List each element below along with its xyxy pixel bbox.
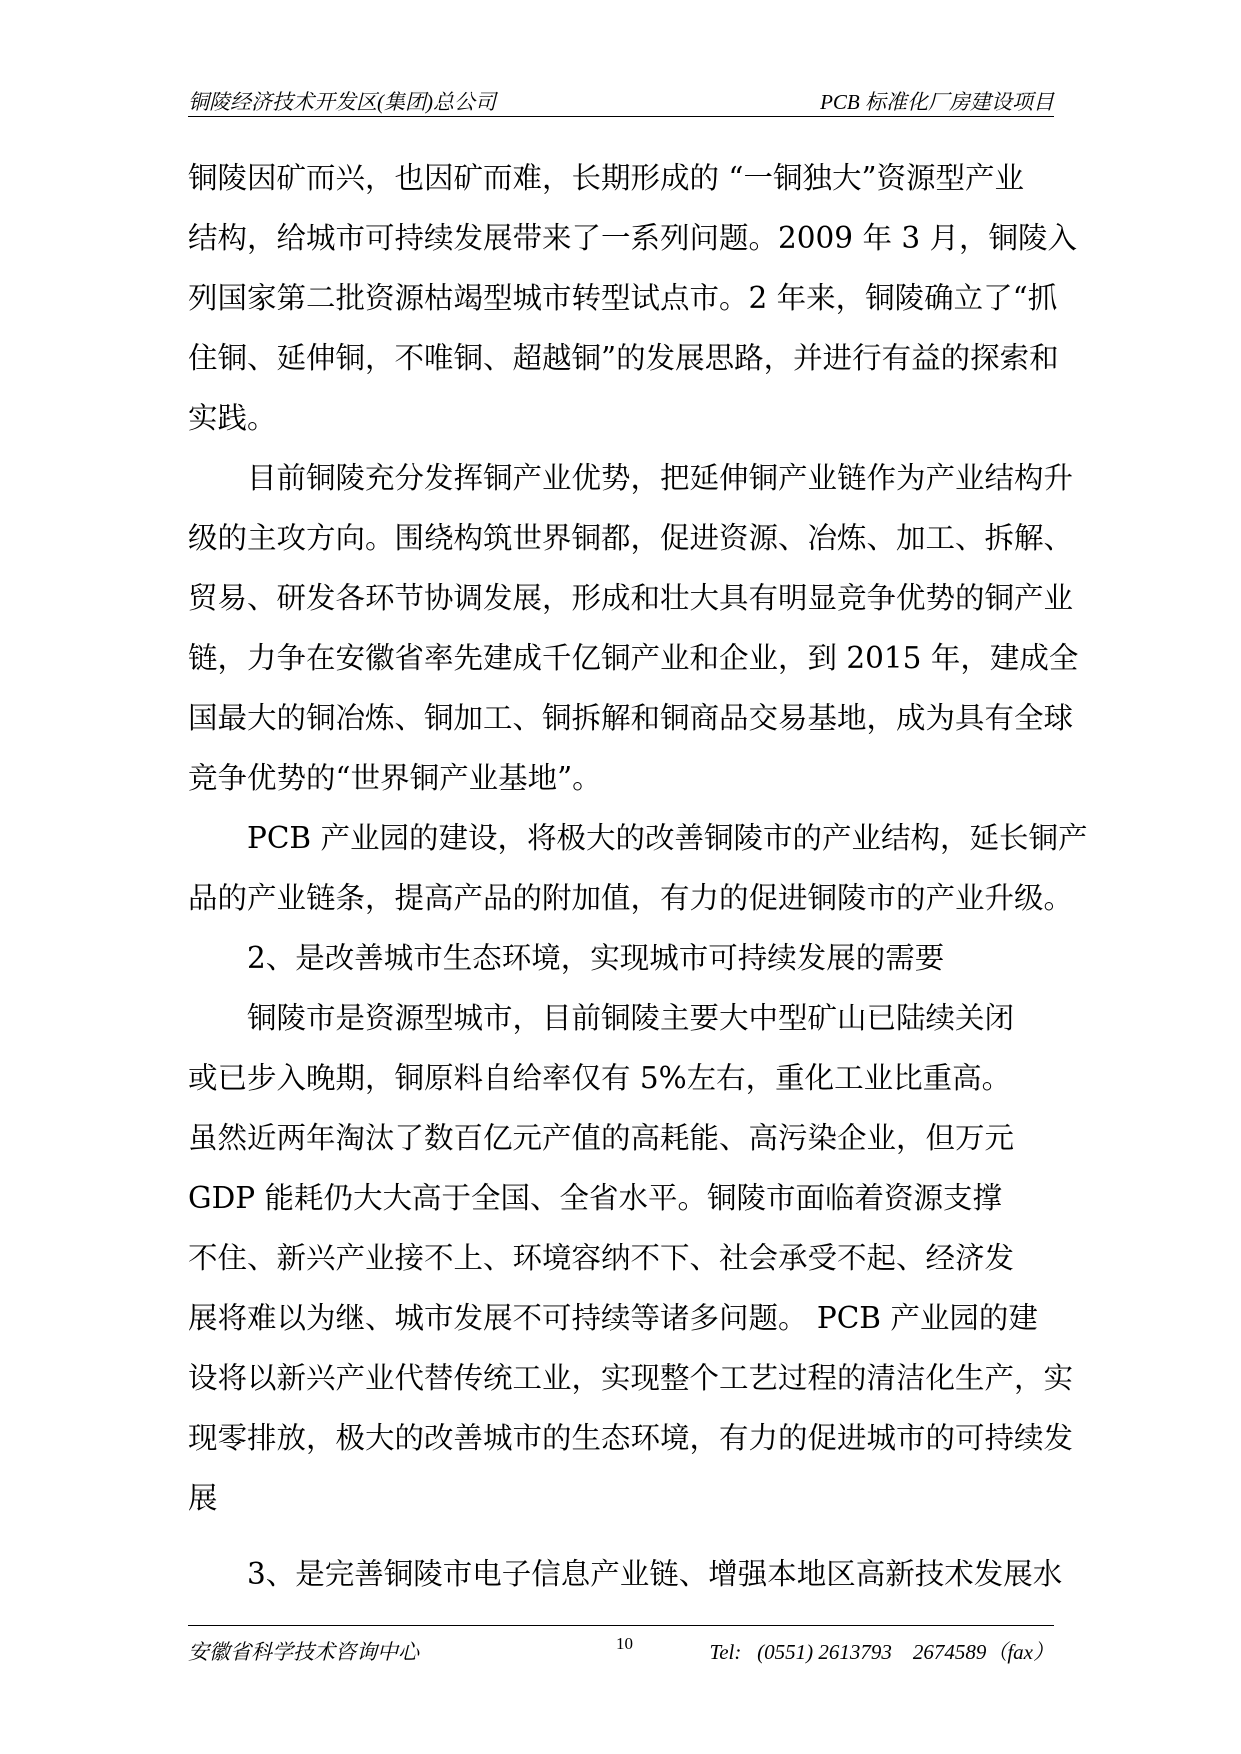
body-line: 设将以新兴产业代替传统工业，实现整个工艺过程的清洁化生产，实: [188, 1361, 1074, 1395]
footer-contact: Tel: (0551) 2613793 2674589（fax）: [709, 1640, 1054, 1664]
section-heading: 3、是完善铜陵市电子信息产业链、增强本地区高新技术发展水: [188, 1557, 1063, 1591]
body-line: 铜陵因矿而兴，也因矿而难，长期形成的 “一铜独大”资源型产业: [188, 161, 1025, 195]
body-line: 不住、新兴产业接不上、环境容纳不下、社会承受不起、经济发: [188, 1241, 1015, 1275]
body-line: 列国家第二批资源枯竭型城市转型试点市。2 年来，铜陵确立了“抓: [188, 281, 1058, 315]
body-line: 品的产业链条，提高产品的附加值，有力的促进铜陵市的产业升级。: [188, 881, 1074, 915]
body-line: 或已步入晚期，铜原料自给率仅有 5%左右，重化工业比重高。: [188, 1061, 1012, 1095]
body-line: 实践。: [188, 401, 277, 435]
body-line: 目前铜陵充分发挥铜产业优势，把延伸铜产业链作为产业结构升: [188, 461, 1074, 495]
header-project-title: PCB 标准化厂房建设项目: [820, 90, 1054, 114]
body-line: 贸易、研发各环节协调发展，形成和壮大具有明显竞争优势的铜产业: [188, 581, 1074, 615]
body-line: 住铜、延伸铜，不唯铜、超越铜”的发展思路，并进行有益的探索和: [188, 341, 1059, 375]
document-body: [188, 148, 1088, 1604]
body-line: 竞争优势的“世界铜产业基地”。: [188, 761, 602, 795]
body-line: 级的主攻方向。围绕构筑世界铜都，促进资源、冶炼、加工、拆解、: [188, 521, 1074, 555]
body-line: 国最大的铜冶炼、铜加工、铜拆解和铜商品交易基地，成为具有全球: [188, 701, 1074, 735]
body-line: 虽然近两年淘汰了数百亿元产值的高耗能、高污染企业，但万元: [188, 1121, 1015, 1155]
body-line: 展将难以为继、城市发展不可持续等诸多问题。 PCB 产业园的建: [188, 1301, 1038, 1335]
page-footer: [188, 1625, 1054, 1666]
body-line: 展: [188, 1481, 218, 1515]
page-header: [188, 88, 1054, 117]
body-line: 链，力争在安徽省率先建成千亿铜产业和企业，到 2015 年，建成全: [188, 641, 1079, 675]
body-line: 铜陵市是资源型城市，目前铜陵主要大中型矿山已陆续关闭: [188, 1001, 1015, 1035]
header-organization: 铜陵经济技术开发区(集团)总公司: [188, 90, 496, 114]
body-line: 结构，给城市可持续发展带来了一系列问题。2009 年 3 月，铜陵入: [188, 221, 1077, 255]
page-number: 10: [616, 1634, 633, 1653]
body-line: 现零排放，极大的改善城市的生态环境，有力的促进城市的可持续发: [188, 1421, 1074, 1455]
body-line: GDP 能耗仍大大高于全国、全省水平。铜陵市面临着资源支撑: [188, 1181, 1002, 1215]
section-heading: 2、是改善城市生态环境，实现城市可持续发展的需要: [188, 941, 945, 975]
footer-organization: 安徽省科学技术咨询中心: [188, 1640, 419, 1664]
body-line: PCB 产业园的建设，将极大的改善铜陵市的产业结构，延长铜产: [188, 821, 1088, 855]
